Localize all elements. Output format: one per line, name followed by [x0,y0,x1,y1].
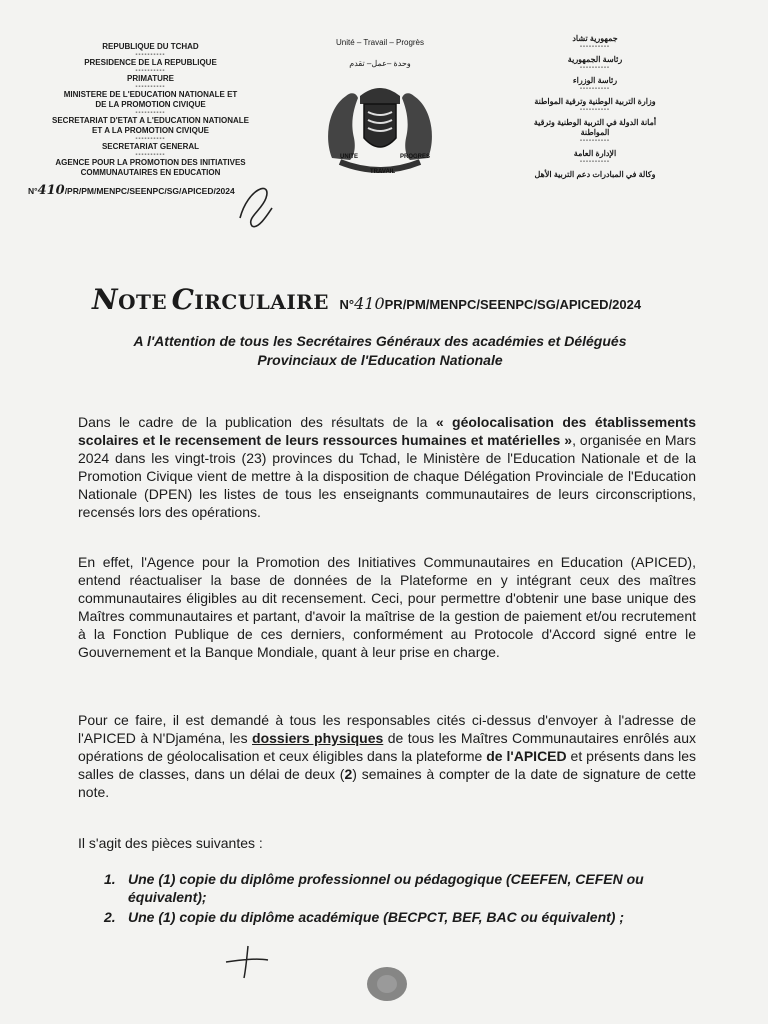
left-letterhead [28,42,273,196]
document-title [92,283,692,316]
paragraph-3: Pour ce faire, il est demandé à tous les responsables cités ci-dessus d'envoyer à l'adresse de l'APICED à N'Djaména, les dossiers physiques de tous les Maîtres Communautaires enrôlés aux opérations de géolocalisation et ceux éligibles dans la plateforme de l'APICED et présents dans les salles de classes, dans un délai de deux (2) semaines à compter de la date de signature de cette note. [78,712,696,800]
separator: ---------- [580,159,610,165]
separator: ---------- [135,68,166,74]
motto-french: Unité – Travail – Progrès [335,38,425,47]
header-line: DE LA PROMOTION CIVIQUE [95,100,206,109]
header-line: SECRETARIAT GENERAL [101,142,200,151]
paragraph-2: En effet, l'Agence pour la Promotion des Initiatives Communautaires en Education (APICED), entend réactualiser la base de données de la Plateforme en y intégrant ceux des maîtres communautaires éligibles au dit recensement. Ceci, pour permettre d'obtenir une base unique des Maîtres communautaires et partant, d'avoir la maîtrise de la gestion de paiement et/ou recrutement à la Fonction Publique de ces derniers, conformément au Protocole d'Accord signé entre le Gouvernement et la Banque Mondiale, quant à leur prise en charge. [78,554,696,660]
header-line: الإدارة العامة [573,149,617,158]
header-line: جمهورية تشاد [572,34,618,43]
ref-handwritten-number: 410 [37,183,65,198]
emblem-text-left: UNITE [340,154,358,160]
right-letterhead-arabic [520,34,670,180]
paragraph-4: Il s'agit des pièces suivantes : [78,835,263,851]
header-line: أمانة الدولة في التربية الوطنية وترقية المواطنة [533,118,657,137]
header-line: REPUBLIQUE DU TCHAD [102,42,199,51]
header-line: ET A LA PROMOTION CIVIQUE [92,126,209,135]
list-item: 1. Une (1) copie du diplôme professionnel ou pédagogique (CEEFEN, CEFEN ou équivalent); [104,871,644,905]
header-line: PRIMATURE [127,74,174,83]
separator: ---------- [580,107,610,113]
title-note: NOTE [92,283,168,316]
header-line: رئاسة الجمهورية [567,55,623,64]
separator: ---------- [135,52,166,58]
header-line: COMMUNAUTAIRES EN EDUCATION [80,168,221,177]
separator: ---------- [580,44,610,50]
header-line: AGENCE POUR LA PROMOTION DES INITIATIVES [55,158,246,167]
center-letterhead [320,38,440,183]
documents-list [104,870,694,928]
header-line: وزارة التربية الوطنية وترقية المواطنة [534,97,656,106]
stamp-fragment-icon [364,962,410,1002]
header-line: SECRETARIAT D'ETAT A L'EDUCATION NATIONALE [52,116,249,125]
separator: ---------- [135,152,166,158]
header-line: PRESIDENCE DE LA REPUBLIQUE [84,58,217,67]
separator: ---------- [135,110,166,116]
emblem-text-right: PROGRES [400,154,431,160]
separator: ---------- [135,136,166,142]
header-line: وكالة في المبادرات دعم التربية الأهل [534,170,656,179]
separator: ---------- [135,84,166,90]
title-circulaire: CIRCULAIRE [171,283,330,316]
signature-mark-icon [232,178,278,230]
separator: ---------- [580,86,610,92]
ref-prefix: N° [28,186,38,196]
handwritten-cross-icon [222,944,272,980]
addressees: A l'Attention de tous les Secrétaires Généraux des académies et Délégués Provinciaux de l'Education Nationale [133,333,627,368]
header-line: MINISTERE DE L'EDUCATION NATIONALE ET [63,90,238,99]
title-reference: N°410PR/PM/MENPC/SEENPC/SG/APICED/2024 [339,294,642,313]
paragraph-1: Dans le cadre de la publication des résultats de la « géolocalisation des établissements scolaires et le recensement de leurs ressources humaines et matérielles », organisée en Mars 2024 dans les vingt-trois (23) provinces du Tchad, le Ministère de l'Education Nationale et de la Promotion Civique vient de mettre à la disposition de chaque Délégation Provinciale de l'Education Nationale (DPEN) les listes de tous les enseignants communautaires de leurs circonscriptions, recensés lors des opérations. [78,414,696,520]
separator: ---------- [580,65,610,71]
emblem-text-bottom: TRAVAIL [370,169,396,175]
list-item: 2. Une (1) copie du diplôme académique (BECPCT, BEF, BAC ou équivalent) ; [104,909,625,925]
ref-suffix: /PR/PM/MENPC/SEENPC/SG/APICED/2024 [64,186,235,196]
header-line: رئاسة الوزراء [572,76,618,85]
separator: ---------- [580,138,610,144]
coat-of-arms-icon [320,78,440,183]
motto-arabic: وحدة –عمل– تقدم [349,59,411,68]
